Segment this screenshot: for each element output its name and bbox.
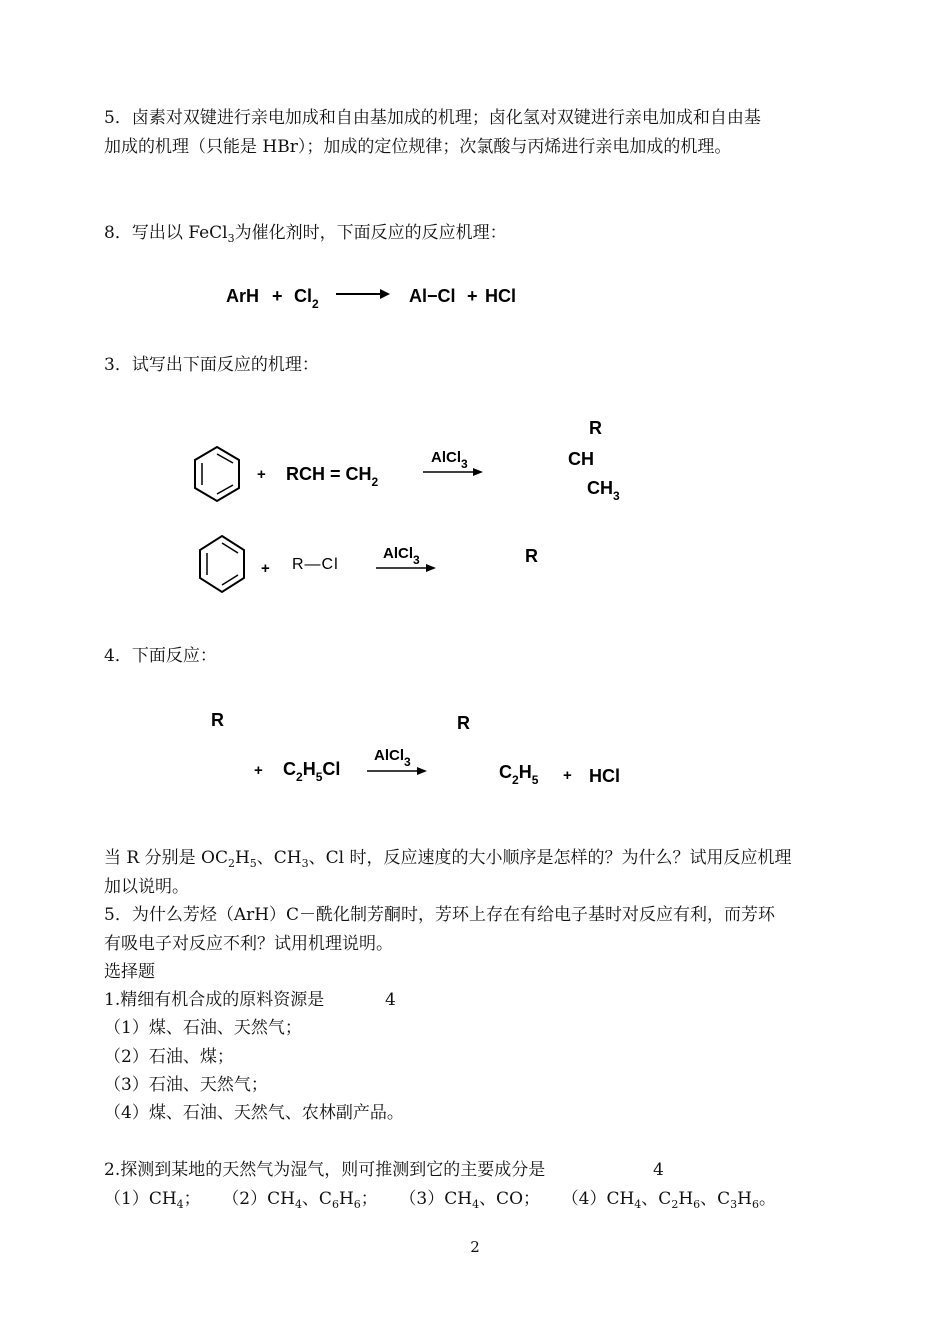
choice-q1-option-4: （4）煤、石油、天然气、农林副产品。 (104, 1103, 404, 1123)
q4-plus1: + (254, 762, 263, 779)
choice-q1-stem: 1.精细有机合成的原料资源是 (104, 990, 325, 1010)
benzene-ring-2 (198, 535, 246, 593)
q4-substituent-r: R (211, 710, 224, 730)
choice-q1-option-2: （2）石油、煤； (104, 1047, 234, 1067)
q8-product: Al−Cl (409, 286, 456, 306)
choice-q1-option-3: （3）石油、天然气； (104, 1075, 268, 1095)
q8-arh: ArH (226, 286, 260, 306)
q3-r1-catalyst: AlCl$_3$ (431, 449, 468, 471)
q4-question-line1: 当 R 分别是 $OC_2H_5$、$CH_3$、Cl 时，反应速度的大小顺序是怎样的？为什么？试用反应机理 (104, 848, 792, 870)
q4-text: 4．下面反应： (104, 646, 217, 666)
q3-text: 3．试写出下面反应的机理： (104, 355, 319, 375)
q3-r1-product-ch3: $CH_3$ (587, 478, 620, 503)
choice-q1-answer: 4 (385, 990, 396, 1010)
choice-q1-option-1: （1）煤、石油、天然气； (104, 1018, 302, 1038)
q3-r1-product-r: R (589, 418, 602, 438)
q4-arrow (367, 766, 431, 778)
q4-catalyst: AlCl$_3$ (374, 747, 411, 769)
choice-q2-option-1: $(1)CH_4$； (104, 1189, 201, 1211)
q4-question-line2: 加以说明。 (104, 877, 189, 897)
q4-plus2: + (563, 767, 572, 784)
q5b-line2: 有吸电子对反应不利？试用机理说明。 (104, 934, 393, 954)
page-number: 2 (470, 1238, 480, 1256)
q4-product-ethyl: $C_2H_5$ (499, 762, 539, 787)
choice-q2-option-2: $(2)CH_4$、$C_6H_6$； (222, 1189, 378, 1211)
q4-reagent: $C_2H_5Cl$ (283, 759, 341, 784)
q8-plus2: + (467, 286, 478, 306)
q8-cl2: $Cl_2$ (294, 286, 319, 311)
q8-text: 8．写出以 FeCl$_3$为催化剂时，下面反应的反应机理： (104, 223, 507, 245)
q8-plus1: + (272, 286, 283, 306)
q5a-line2: 加成的机理（只能是 HBr）；加成的定位规律；次氯酸与丙烯进行亲电加成的机理。 (104, 137, 732, 157)
q4-product-r: R (457, 713, 470, 733)
choice-q2-option-4: $(4)CH_4$、$C_2H_6$、$C_3H_6$。 (561, 1189, 776, 1211)
q3-r1-arrow (423, 467, 487, 479)
choice-q2-option-3: $(3)CH_4$、CO； (399, 1189, 541, 1211)
q8-hcl: HCl (485, 286, 516, 306)
q4-hcl: HCl (589, 766, 620, 786)
q3-r2-plus: + (261, 560, 270, 577)
choice-q2-options (104, 1189, 776, 1215)
q5a-line1: 5．卤素对双键进行亲电加成和自由基加成的机理；卤化氢对双键进行亲电加成和自由基 (104, 108, 761, 128)
q3-r2-product-r: R (525, 546, 538, 566)
q3-r2-catalyst: AlCl$_3$ (383, 545, 420, 567)
q3-r2-reagent: R—Cl (292, 556, 339, 573)
choice-q2-answer: 4 (653, 1160, 664, 1180)
q3-r1-plus: + (257, 466, 266, 483)
q3-r1-reagent: RCH = $CH_2$ (286, 464, 379, 489)
q3-r1-product-ch: CH (568, 449, 594, 469)
choice-heading: 选择题 (104, 962, 155, 982)
q3-r2-arrow (376, 563, 440, 575)
q8-arrow (336, 288, 396, 302)
q5b-line1: 5．为什么芳烃（ArH）C－酰化制芳酮时，芳环上存在有给电子基时对反应有利，而芳环 (104, 905, 776, 925)
choice-q2-stem: 2.探测到某地的天然气为湿气，则可推测到它的主要成分是 (104, 1160, 546, 1180)
benzene-ring-1 (193, 446, 241, 502)
